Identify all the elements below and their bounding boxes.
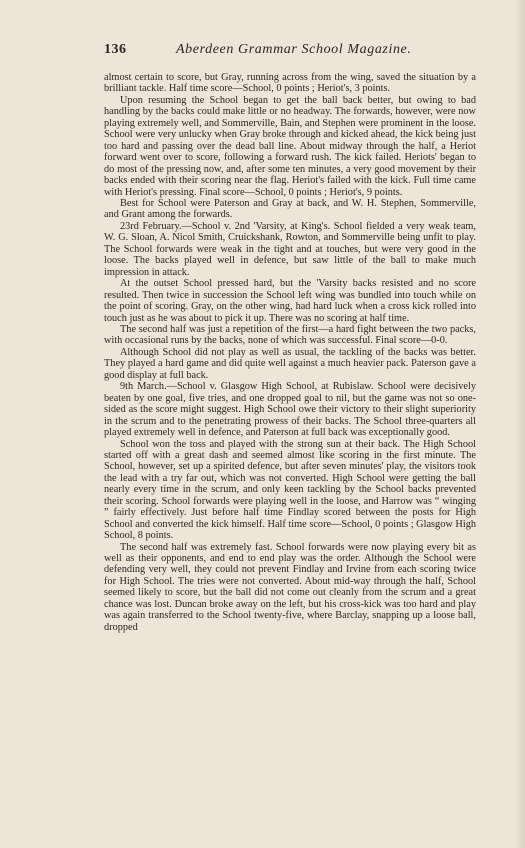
paragraph: The second half was extremely fast. School forwards were now playing every bit as well as their opponents, and end to end play was the order. Although the School were defending very well, they could not prevent Findlay and Irvine from each scoring twice for High School. The tries were not converted. About mid-way through the half, School seemed likely to score, but the ball did not come out cleanly from the scrum and a great chance was lost. Duncan broke away on the left, but his cross-kick was too hard and play was again transferred to the School twenty-five, where Barclay, snapping up a loose ball, dropped xyxy=(104,541,476,633)
page-edge-shadow xyxy=(515,0,525,848)
paragraph: 23rd February.—School v. 2nd 'Varsity, at King's. School fielded a very weak team, W. G. Sloan, A. Nicol Smith, Cruickshank, Rowton, and Sommerville being unfit to play. The School forwards were weak in the tight and at touches, but were very good in the loose. The backs played well in defence, but saw little of the ball to make much impression in attack. xyxy=(104,220,476,278)
paragraph: At the outset School pressed hard, but the 'Varsity backs resisted and no score resulted. Then twice in succession the School left wing was bundled into touch while on the point of scoring. Gray, on the other wing, had hard luck when a cross kick rolled into touch just as he was about to pick it up. There was no scoring at half time. xyxy=(104,278,476,324)
paragraph: Best for School were Paterson and Gray at back, and W. H. Stephen, Sommerville, and Grant among the forwards. xyxy=(104,197,476,221)
paragraph-continuation: almost certain to score, but Gray, running across from the wing, saved the situation by a brilliant tackle. Half time score—School, 0 points ; Heriot's, 3 points. xyxy=(104,72,476,95)
page-header xyxy=(104,42,476,62)
paragraph: The second half was just a repetition of the first—a hard fight between the two packs, with occasional runs by the backs, none of which was successful. Final score—0-0. xyxy=(104,323,476,347)
running-title: Aberdeen Grammar School Magazine. xyxy=(176,42,412,57)
paragraph: Although School did not play as well as usual, the tackling of the backs was better. They played a hard game and did quite well against a much heavier pack. Paterson gave a good display at full back. xyxy=(104,346,476,381)
paragraph: School won the toss and played with the strong sun at their back. The High School started off with a great dash and seemed almost like scoring in the first minute. The School, however, set up a spirited defence, but after seven minutes' play, the visitors took the lead with a try far out, which was not converted. High School were getting the ball nearly every time in the scrum, and only keen tackling by the School backs prevented their scoring. School forwards were playing well in the loose, and Harrow was “ winging ” fairly effectively. Just before half time Findlay scored between the posts for High School and converted the kick himself. Half time score—School, 0 points ; Glasgow High School, 8 points. xyxy=(104,438,476,542)
page-number: 136 xyxy=(104,42,127,57)
paragraph: 9th March.—School v. Glasgow High School, at Rubislaw. School were decisively beaten by one goal, five tries, and one dropped goal to nil, but the game was not so one-sided as the score might suggest. High School owe their victory to their slight superiority in the scrum and to the penetrating prowess of their backs. The School three-quarters all played extremely well in defence, and Paterson at full back was exceptionally good. xyxy=(104,381,476,439)
article-body xyxy=(104,72,476,633)
paragraph: Upon resuming the School began to get the ball back better, but owing to bad handling by the backs could make little or no headway. The forwards, however, were now playing extremely well, and Sommerville, Bain, and Stephen were prominent in the loose. School were very unlucky when Gray broke through and kicked ahead, the kick being just too hard and passing over the dead ball line. About midway through the half, a Heriot forward went over to score, following a forward rush. The kick failed. Heriots' began to do most of the pressing now, and, after some ten minutes, a very good movement by their backs ended with their scoring near the flag. Heriot's failed with the kick. Full time came with Heriot's pressing. Final score—School, 0 points ; Heriot's, 9 points. xyxy=(104,94,476,198)
